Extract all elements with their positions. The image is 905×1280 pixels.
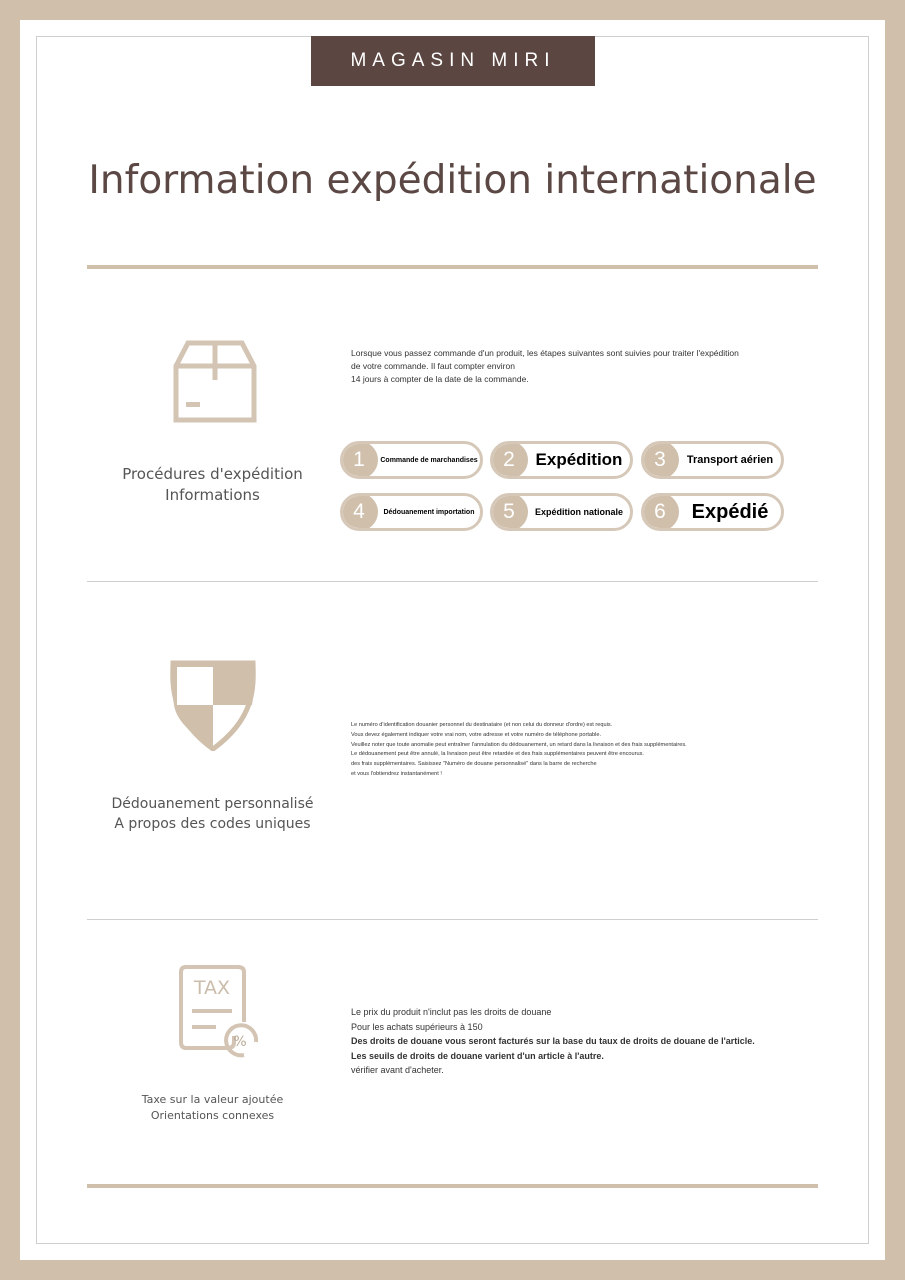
customs-description <box>351 721 687 780</box>
tax-icon-text: TAX <box>193 977 231 999</box>
text-line: de votre commande. Il faut compter environ <box>351 361 515 371</box>
label-line: Informations <box>165 486 260 504</box>
step-label: Expédié <box>691 500 769 523</box>
text-line: Le dédouanement peut être annulé, la livraison peut être retardée et des frais supplémentaires peuvent être encourus. <box>351 751 644 758</box>
step-3 <box>641 441 784 479</box>
step-number: 6 <box>641 493 679 531</box>
label-line: Taxe sur la valeur ajoutée <box>141 1093 284 1106</box>
divider <box>87 919 818 920</box>
step-number: 3 <box>641 441 679 479</box>
tax-document-icon <box>178 964 260 1058</box>
text-line: Vous devez également indiquer votre vrai nom, votre adresse et votre numéro de téléphone portable. <box>351 731 602 738</box>
text-line: Le numéro d'identification douanier personnel du destinataire (et non celui du donneur d'ordre) est requis. <box>351 722 613 728</box>
section-label-customs <box>100 794 325 834</box>
step-number: 2 <box>490 441 528 479</box>
label-line: Orientations connexes <box>150 1109 275 1122</box>
text-line: et vous l'obtiendrez instantanément ! <box>351 770 442 777</box>
section-label-tax <box>100 1092 325 1124</box>
step-6 <box>641 493 784 531</box>
step-5 <box>490 493 633 531</box>
label-line: A propos des codes uniques <box>114 816 311 832</box>
step-4 <box>340 493 483 531</box>
divider <box>87 1184 818 1188</box>
step-number: 4 <box>340 493 378 531</box>
section-label-shipping <box>100 464 325 506</box>
text-line: Veuillez noter que toute anomalie peut entraîner l'annulation du dédouanement, un retard dans la livraison et des frais supplémentaires. <box>351 741 687 748</box>
label-line: Procédures d'expédition <box>122 465 303 483</box>
step-label: Expédition <box>535 450 623 469</box>
step-label: Transport aérien <box>686 454 774 466</box>
step-label: Dédouanement importation <box>383 508 475 516</box>
text-line: Les seuils de droits de douane varient d'un article à l'autre. <box>351 1050 604 1061</box>
step-number: 5 <box>490 493 528 531</box>
tax-description <box>351 1005 755 1078</box>
text-line: Des droits de douane vous seront facturés sur la base du taux de droits de douane de l'article. <box>351 1036 755 1046</box>
text-line: des frais supplémentaires. Saisissez "Numéro de douane personnalisé" dans la barre de recherche <box>351 761 597 768</box>
text-line: Le prix du produit n'inclut pas les droits de douane <box>351 1007 552 1017</box>
text-line: Pour les achats supérieurs à 150 <box>351 1021 483 1032</box>
label-line: Dédouanement personnalisé <box>111 796 314 812</box>
step-2 <box>490 441 633 479</box>
brand-banner: MAGASIN MIRI <box>311 36 595 86</box>
step-label: Expédition nationale <box>534 507 623 517</box>
svg-text:%: % <box>233 1034 247 1050</box>
shield-icon <box>168 659 258 751</box>
page-title: Information expédition internationale <box>88 158 817 203</box>
shipping-description <box>351 347 739 386</box>
step-label: Commande de marchandises <box>380 456 478 464</box>
box-icon <box>170 338 260 424</box>
text-line: Lorsque vous passez commande d'un produit, les étapes suivantes sont suivies pour traiter l'expédition <box>351 348 739 358</box>
divider <box>87 581 818 582</box>
step-1 <box>340 441 483 479</box>
text-line: vérifier avant d'acheter. <box>351 1065 444 1075</box>
step-number: 1 <box>340 441 378 479</box>
divider <box>87 265 818 269</box>
text-line: 14 jours à compter de la date de la commande. <box>351 374 529 384</box>
